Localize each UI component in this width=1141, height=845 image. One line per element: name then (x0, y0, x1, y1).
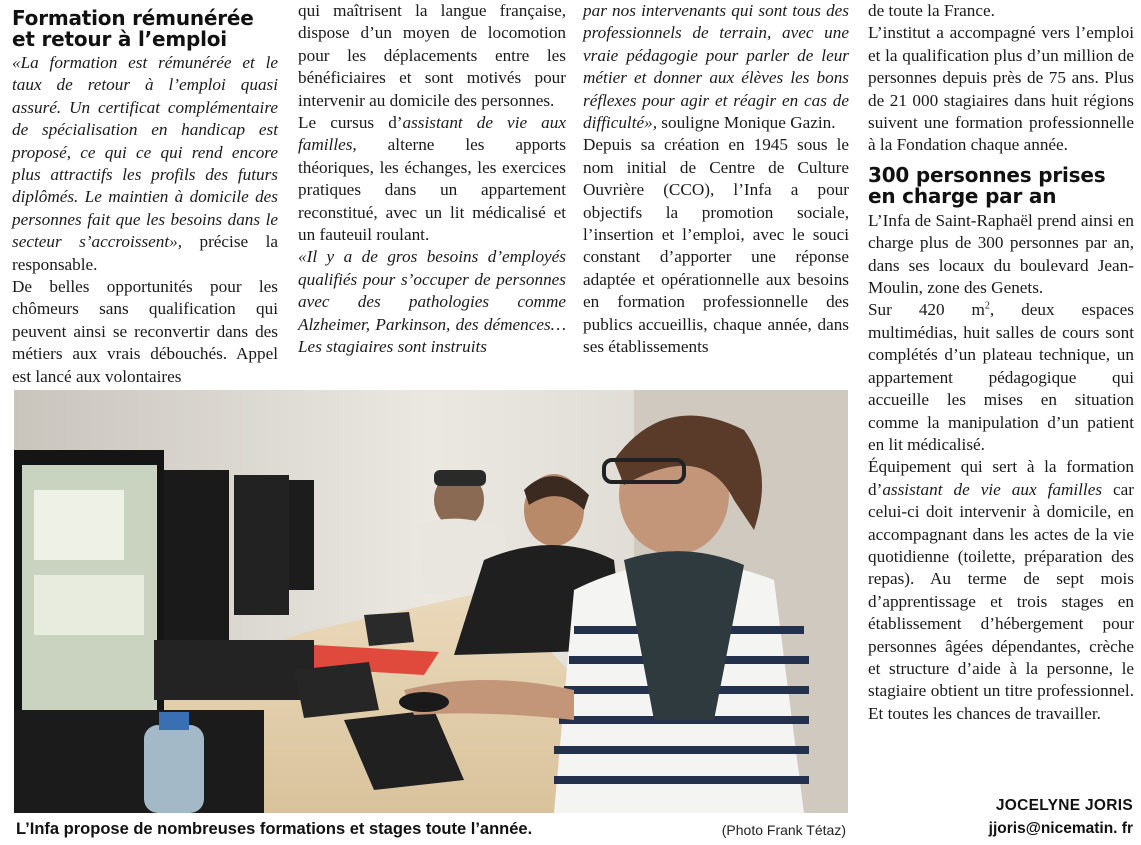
author-name: JOCELYNE JORIS (995, 797, 1133, 814)
screen-window (34, 490, 124, 560)
paragraph (868, 299, 1134, 456)
photo-caption-bar (14, 817, 848, 841)
subheadline-300-personnes: 300 personnes prises en charge par an (868, 162, 1106, 208)
quote-text: par nos intervenants qui sont tous des professionnels de terrain, avec une vraie pédagogie pour parler de leur métier et donner aux élèves les bons réflexes pour agir et réagir en cas de difficulté», (583, 1, 849, 133)
classroom-photo-illustration (14, 390, 848, 813)
text-run: Sur 420 m (868, 300, 985, 320)
bottle-cap (159, 712, 189, 730)
paragraph (298, 112, 566, 246)
author-email: jjoris@nicematin. fr (988, 820, 1133, 837)
keyboard (294, 662, 379, 718)
paragraph (12, 52, 278, 276)
text-run: Le cursus d’ (298, 113, 403, 133)
superscript: 2 (984, 300, 990, 312)
paragraph: L’institut a accompagné vers l’emploi et la qualification plus d’un million de personnes depuis près de 75 ans. Plus de 21 000 stagiaires dans huit régions suivent une formation professionnelle à la Fondation chaque année. (868, 23, 1134, 155)
monitor-mid (154, 470, 229, 650)
italic-term: assistant de vie aux familles (882, 479, 1103, 499)
text-run: alterne les apports théoriques, les échanges, les exercices pratiques dans un appartement reconstitué, avec un lit médicalisé et un fauteuil roulant. (298, 135, 566, 245)
photo-credit: (Photo Frank Tétaz) (721, 822, 846, 838)
paragraph: L’Infa de Saint-Raphaël prend ainsi en charge plus de 300 personnes par an, dans ses locaux du boulevard Jean-Moulin, zone des Genets. (868, 210, 1134, 298)
monitor-mid-far (234, 475, 289, 615)
text-run: car celui-ci doit intervenir à domicile, en accompagnant dans les actes de la vie quotidienne (toilette, préparation des repas). Au terme de sept mois d’apprentissage et trois stages en établissement d’hébergement pour personnes âgées dépendantes, crèche et structure d’aide à la personne, le stagiaire obtient un titre professionnel. Et toutes les chances de travailler. (868, 479, 1134, 723)
article-photo (14, 390, 848, 813)
quote-attribution: précise la responsable. (12, 232, 278, 274)
article-column-3 (583, 0, 849, 359)
article-column-1 (12, 0, 278, 388)
photo-caption: L’Infa propose de nombreuses formations et stages toute l’année. (16, 820, 533, 838)
water-bottle (144, 725, 204, 813)
keyboard (364, 612, 414, 646)
screen-window (34, 575, 144, 635)
computer-tower (14, 710, 264, 813)
paragraph: de toute la France. (868, 1, 995, 20)
subheadline-formation: Formation rémunérée et retour à l’emploi (12, 6, 254, 51)
article-column-4 (868, 0, 1134, 725)
text-run: Équipement qui sert à la formation d’ (868, 457, 1134, 499)
cap (434, 470, 486, 486)
paragraph (868, 456, 1134, 725)
mouse (399, 692, 449, 712)
text-run: , deux espaces multimédias, huit salles de cours sont complétés d’un plateau technique, un appartement pédagogique qui accueille les mises en situation comme la manipulation d’un patient en lit médicalisé. (868, 300, 1134, 454)
quote-text: «La formation est rémunérée et le taux de retour à l’emploi quasi assuré. Un certificat complémentaire de spécialisation en handicap est proposé, ce qui ce qui rend encore plus attractifs les profils des futurs diplômés. Le maintien à domicile des personnes fait que les besoins dans le secteur s’accroissent», (12, 53, 278, 252)
paragraph: De belles opportunités pour les chômeurs sans qualification qui peuvent ainsi se reconvertir dans des métiers aux vrais débouchés. Appel est lancé aux volontaires (12, 277, 278, 386)
article-column-2 (298, 0, 566, 359)
italic-term: assistant de vie aux familles, (298, 113, 566, 155)
paragraph: qui maîtrisent la langue française, dispose d’un moyen de locomotion pour les déplacements entre les bénéficiaires et sont motivés pour intervenir au domicile des personnes. (298, 1, 566, 110)
computer-tower (154, 640, 314, 700)
paragraph: Depuis sa création en 1945 sous le nom initial de Centre de Culture Ouvrière (CCO), l’Infa a pour objectifs la promotion sociale, l’insertion et l’emploi, avec le souci constant d’apporter une réponse adaptée et opérationnelle aux besoins en formation professionnelle des publics accueillis, chaque année, dans ses établissements (583, 135, 849, 357)
quote-text: «Il y a de gros besoins d’employés qualifiés pour s’occuper de personnes avec des pathologies comme Alzheimer, Parkinson, des démences… Les stagiaires sont instruits (298, 247, 566, 357)
quote-attribution: souligne Monique Gazin. (657, 113, 836, 133)
paragraph (583, 0, 849, 134)
